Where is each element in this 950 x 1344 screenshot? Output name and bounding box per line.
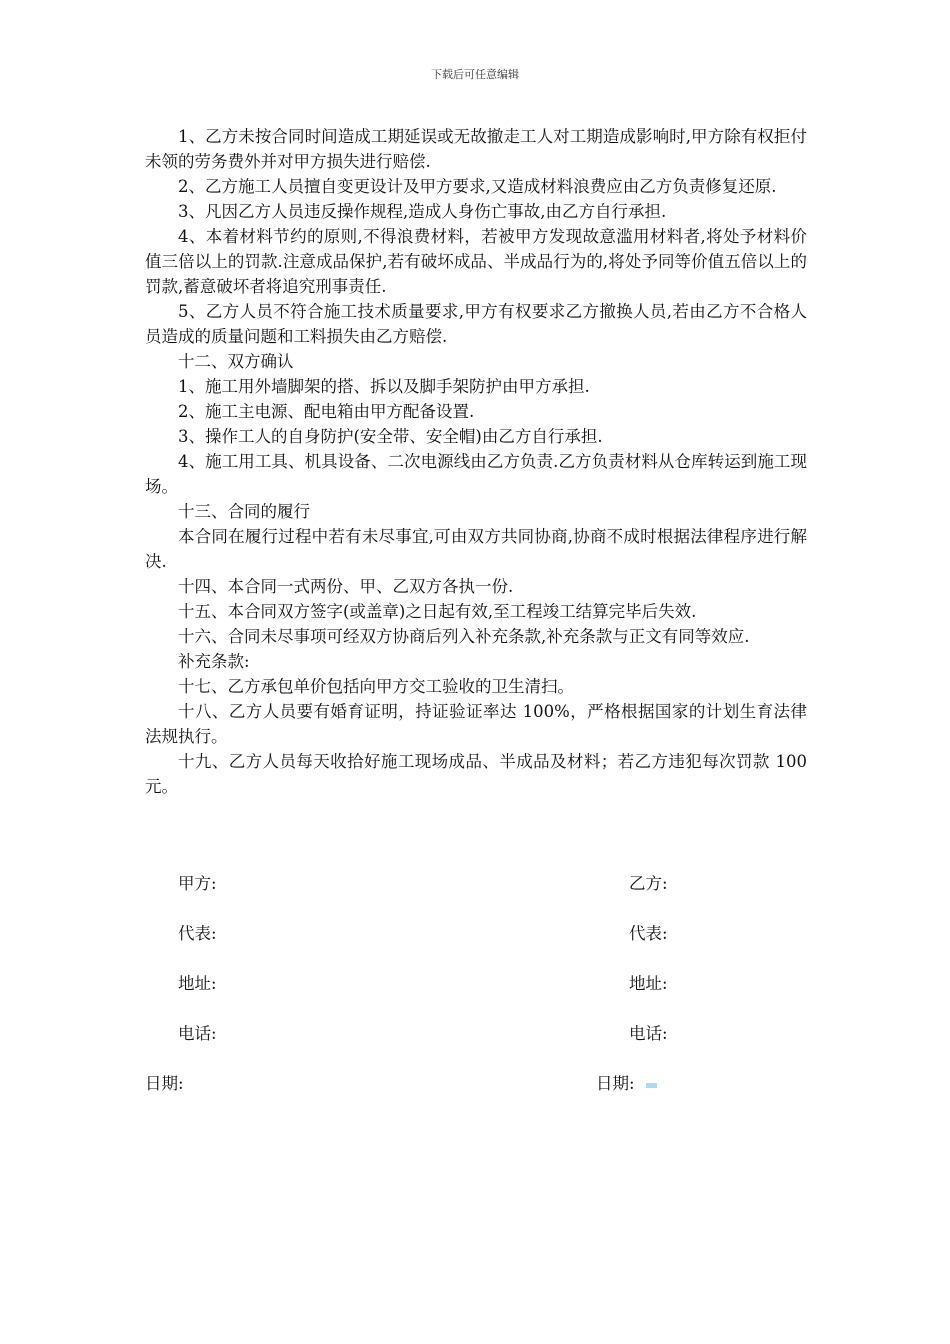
clause-paragraph: 3、凡因乙方人员违反操作规程,造成人身伤亡事故,由乙方自行承担. xyxy=(178,202,667,221)
clause-paragraph: 4、施工用工具、机具设备、二次电源线由乙方负责.乙方负责材料从仓库转运到施工现场。 xyxy=(145,452,807,496)
phone-a-label: 电话: xyxy=(178,1024,217,1043)
date-a-label: 日期: xyxy=(145,1074,184,1093)
party-b-label: 乙方: xyxy=(629,874,668,893)
clause-paragraph: 本合同在履行过程中若有未尽事宜,可由双方共同协商,协商不成时根据法律程序进行解决. xyxy=(145,527,807,571)
section-heading: 十二、双方确认 xyxy=(178,352,294,371)
representative-b-label: 代表: xyxy=(629,924,668,943)
date-b-label: 日期: xyxy=(596,1074,635,1093)
section-heading: 十三、合同的履行 xyxy=(178,502,310,521)
address-b-label: 地址: xyxy=(629,974,668,993)
clause-paragraph: 3、操作工人的自身防护(安全带、安全帽)由乙方自行承担. xyxy=(178,427,603,446)
clause-paragraph: 十七、乙方承包单价包括向甲方交工验收的卫生清扫。 xyxy=(178,677,574,696)
clause-paragraph: 十四、本合同一式两份、甲、乙双方各执一份. xyxy=(178,577,514,596)
phone-b-label: 电话: xyxy=(629,1024,668,1043)
clause-paragraph: 十五、本合同双方签字(或盖章)之日起有效,至工程竣工结算完毕后失效. xyxy=(178,602,697,621)
clause-paragraph: 4、本着材料节约的原则,不得浪费材料，若被甲方发现故意滥用材料者,将处予材料价值三倍以上的罚款.注意成品保护,若有破坏成品、半成品行为的,将处予同等价值五倍以上的罚款,蓄意破坏者将追究刑事责任. xyxy=(145,227,807,296)
representative-a-label: 代表: xyxy=(178,924,217,943)
clause-paragraph: 1、乙方未按合同时间造成工期延误或无故撤走工人对工期造成影响时,甲方除有权拒付未领的劳务费外并对甲方损失进行赔偿. xyxy=(145,127,807,171)
header-note: 下载后可任意编辑 xyxy=(431,68,519,81)
clause-paragraph: 十八、乙方人员要有婚育证明，持证验证率达 100%，严格根据国家的计划生育法律法规执行。 xyxy=(145,702,807,746)
clause-paragraph: 5、乙方人员不符合施工技术质量要求,甲方有权要求乙方撤换人员,若由乙方不合格人员造成的质量问题和工料损失由乙方赔偿. xyxy=(145,302,807,346)
section-heading: 补充条款: xyxy=(178,652,250,671)
party-a-label: 甲方: xyxy=(178,874,217,893)
clause-paragraph: 2、乙方施工人员擅自变更设计及甲方要求,又造成材料浪费应由乙方负责修复还原. xyxy=(178,177,777,196)
address-a-label: 地址: xyxy=(178,974,217,993)
highlight-mark xyxy=(646,1083,657,1088)
clause-paragraph: 1、施工用外墙脚架的搭、拆以及脚手架防护由甲方承担. xyxy=(178,377,590,396)
clause-paragraph: 十六、合同未尽事项可经双方协商后列入补充条款,补充条款与正文有同等效应. xyxy=(178,627,750,646)
clause-paragraph: 十九、乙方人员每天收拾好施工现场成品、半成品及材料；若乙方违犯每次罚款 100 元。 xyxy=(145,752,807,796)
contract-body xyxy=(145,124,807,799)
clause-paragraph: 2、施工主电源、配电箱由甲方配备设置. xyxy=(178,402,475,421)
